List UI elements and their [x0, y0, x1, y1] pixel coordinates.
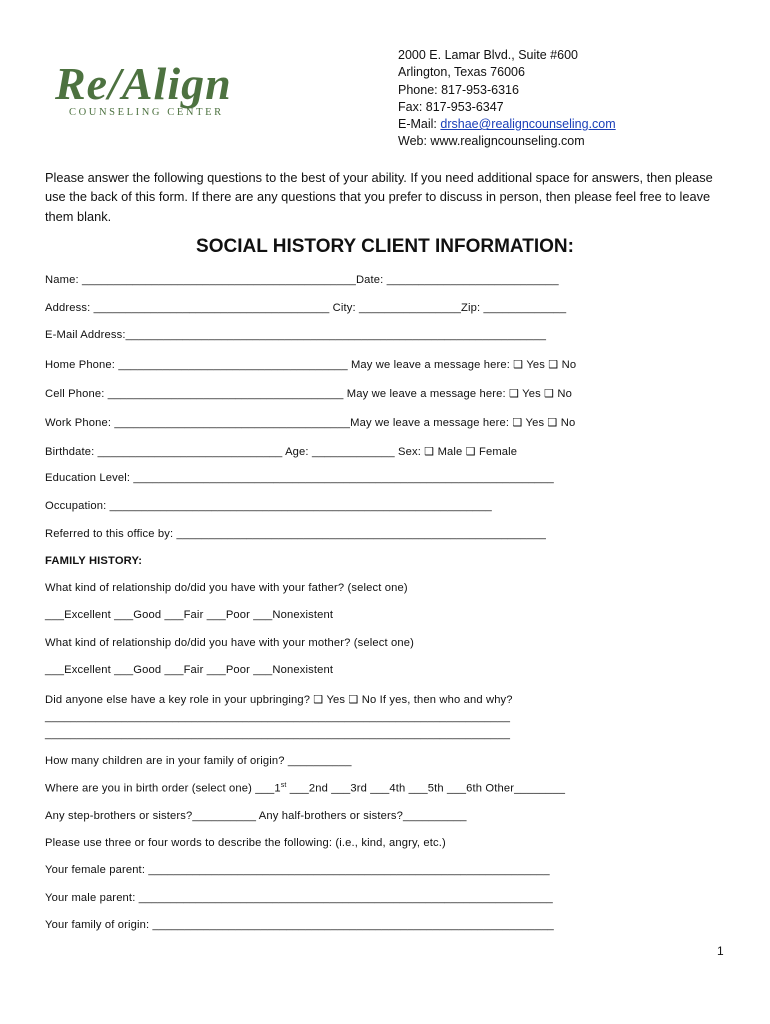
- birth-order-sup: st: [280, 782, 287, 789]
- checkbox-icon[interactable]: ❑: [548, 359, 559, 371]
- female-label: Female: [478, 446, 518, 458]
- key-role-blank-2[interactable]: _________________________________________________________________________: [45, 728, 511, 740]
- key-role-blank-1[interactable]: _________________________________________________________________________: [45, 711, 511, 723]
- birthdate-row: [45, 445, 517, 458]
- father-options[interactable]: ___Excellent ___Good ___Fair ___Poor ___Nonexistent: [45, 609, 334, 621]
- logo-wordmark: Re/Align: [55, 58, 232, 109]
- realign-logo: [55, 58, 285, 120]
- email-line: [398, 116, 616, 133]
- male-parent-field[interactable]: Your male parent: _________________________________________________________________: [45, 892, 553, 904]
- key-role-tail: No If yes, then who and why?: [358, 694, 513, 706]
- yes-label: Yes: [526, 359, 546, 371]
- birthdate-age-field[interactable]: Birthdate: _____________________________ Age: _____________ Sex:: [45, 446, 425, 458]
- family-origin-field[interactable]: Your family of origin: _______________________________________________________________: [45, 919, 554, 931]
- page-number: 1: [717, 944, 724, 958]
- home-phone-field[interactable]: Home Phone: ____________________________________ May we leave a message here:: [45, 359, 514, 371]
- cell-phone-row: [45, 387, 572, 400]
- referred-field[interactable]: Referred to this office by: __________________________________________________________: [45, 528, 547, 540]
- children-field[interactable]: How many children are in your family of origin? __________: [45, 755, 352, 767]
- work-phone-field[interactable]: Work Phone: _____________________________________May we leave a message here:: [45, 417, 513, 429]
- name-date-field[interactable]: Name: ___________________________________________Date: ___________________________: [45, 274, 559, 286]
- address-line-2: Arlington, Texas 76006: [398, 65, 525, 80]
- family-history-heading: FAMILY HISTORY:: [45, 555, 143, 567]
- no-label: No: [560, 417, 576, 429]
- yes-label: Yes: [326, 694, 346, 706]
- checkbox-icon[interactable]: ❑: [512, 417, 523, 429]
- phone-line: Phone: 817-953-6316: [398, 82, 519, 97]
- no-label: No: [561, 359, 577, 371]
- checkbox-icon[interactable]: ❑: [424, 446, 435, 458]
- father-question: What kind of relationship do/did you have with your father? (select one): [45, 582, 408, 594]
- male-label: Male: [437, 446, 463, 458]
- form-title: SOCIAL HISTORY CLIENT INFORMATION:: [196, 236, 574, 257]
- web-line: Web: www.realigncounseling.com: [398, 134, 585, 149]
- birth-order-part-a: Where are you in birth order (select one) ___1: [45, 782, 281, 795]
- checkbox-icon[interactable]: ❑: [547, 417, 558, 429]
- no-label: No: [557, 388, 573, 400]
- checkbox-icon[interactable]: ❑: [544, 388, 555, 400]
- contact-block: [398, 47, 616, 151]
- checkbox-icon[interactable]: ❑: [313, 694, 324, 706]
- email-label: E-Mail:: [398, 117, 441, 132]
- address-line-1: 2000 E. Lamar Blvd., Suite #600: [398, 48, 578, 62]
- education-field[interactable]: Education Level: __________________________________________________________________: [45, 472, 554, 484]
- birth-order-part-b: ___2nd ___3rd ___4th ___5th ___6th Other________: [286, 782, 566, 795]
- checkbox-icon[interactable]: ❑: [513, 359, 524, 371]
- work-phone-row: [45, 416, 575, 429]
- checkbox-icon[interactable]: ❑: [348, 694, 359, 706]
- mother-question: What kind of relationship do/did you have with your mother? (select one): [45, 637, 414, 649]
- occupation-field[interactable]: Occupation: ____________________________________________________________: [45, 500, 492, 512]
- intro-paragraph: Please answer the following questions to the best of your ability. If you need additional space for answers, then please use the back of this form. If there are any questions that you prefer to discuss in person, then please feel free to leave them blank.: [45, 170, 713, 224]
- siblings-field[interactable]: Any step-brothers or sisters?__________ Any half-brothers or sisters?__________: [45, 810, 467, 822]
- yes-label: Yes: [522, 388, 541, 400]
- checkbox-icon[interactable]: ❑: [465, 446, 476, 458]
- cell-phone-field[interactable]: Cell Phone: _____________________________________ May we leave a message here:: [45, 388, 510, 400]
- email-link[interactable]: drshae@realigncounseling.com: [440, 117, 616, 132]
- describe-instruction: Please use three or four words to describe the following: (i.e., kind, angry, etc.): [45, 837, 446, 849]
- home-phone-row: [45, 358, 576, 371]
- email-field[interactable]: E-Mail Address:__________________________________________________________________: [45, 329, 547, 341]
- birth-order-field[interactable]: [45, 782, 565, 795]
- checkbox-icon[interactable]: ❑: [509, 388, 520, 400]
- yes-label: Yes: [525, 417, 545, 429]
- logo-subtitle: COUNSELING CENTER: [69, 107, 224, 118]
- key-role-row: [45, 693, 513, 706]
- female-parent-field[interactable]: Your female parent: _______________________________________________________________: [45, 864, 550, 876]
- address-field[interactable]: Address: _____________________________________ City: ________________Zip: _____________: [45, 302, 567, 314]
- fax-line: Fax: 817-953-6347: [398, 99, 504, 114]
- mother-options[interactable]: ___Excellent ___Good ___Fair ___Poor ___Nonexistent: [45, 664, 334, 676]
- key-role-question: Did anyone else have a key role in your upbringing?: [45, 694, 314, 706]
